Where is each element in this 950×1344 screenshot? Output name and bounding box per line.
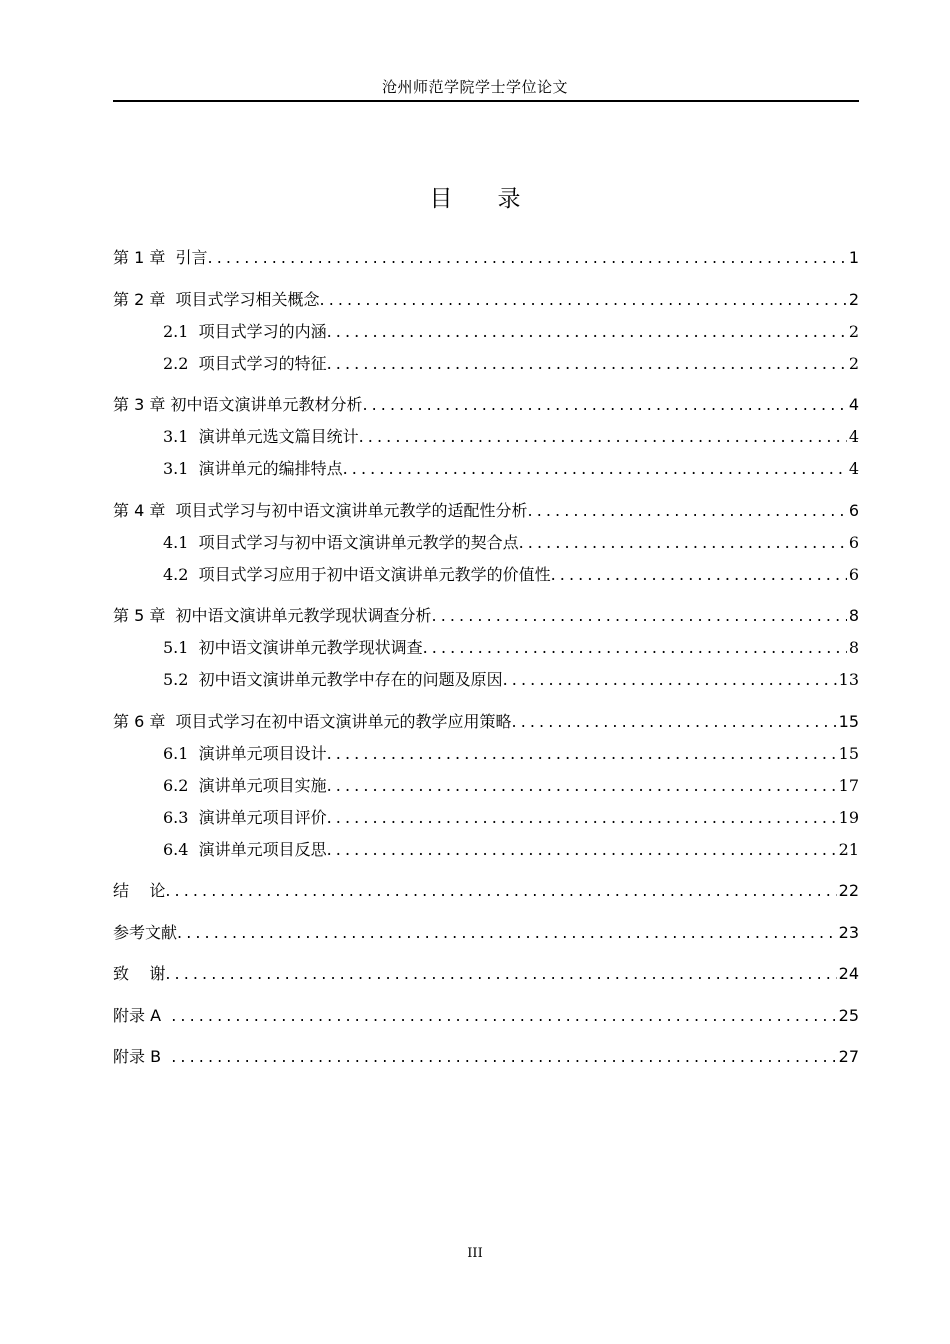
toc-entry-page: 4 <box>848 427 859 446</box>
toc-entry-page: 22 <box>838 881 859 900</box>
toc-entry-label: 3.1 演讲单元选文篇目统计 <box>163 427 359 446</box>
toc-leader-dots <box>359 427 847 447</box>
toc-entry-label: 第 6 章 项目式学习在初中语文演讲单元的教学应用策略 <box>113 712 512 731</box>
toc-entry-page: 1 <box>848 248 859 267</box>
toc-leader-dots <box>362 395 846 415</box>
toc-entry-label: 第 5 章 初中语文演讲单元教学现状调查分析 <box>113 606 432 625</box>
toc-entry[interactable] <box>113 919 859 943</box>
toc-entry-label: 4.1 项目式学习与初中语文演讲单元教学的契合点 <box>163 533 519 552</box>
toc-leader-dots <box>327 808 837 828</box>
toc-entry-label: 第 2 章 项目式学习相关概念 <box>113 290 320 309</box>
toc-leader-dots <box>327 840 837 860</box>
toc-entry-label: 5.1 初中语文演讲单元教学现状调查 <box>163 638 423 657</box>
toc-entry[interactable] <box>113 740 859 764</box>
toc-entry[interactable] <box>113 244 859 268</box>
toc-leader-dots <box>327 354 847 374</box>
toc-entry[interactable] <box>113 772 859 796</box>
toc-entry-page: 8 <box>848 638 859 657</box>
toc-entry-page: 24 <box>838 964 859 983</box>
toc-leader-dots <box>432 606 847 626</box>
toc-entry[interactable] <box>113 455 859 479</box>
toc-entry-label: 3.1 演讲单元的编排特点 <box>163 459 343 478</box>
toc-entry[interactable] <box>113 1002 859 1026</box>
toc-entry[interactable] <box>113 497 859 521</box>
toc-leader-dots <box>519 533 847 553</box>
toc-entry[interactable] <box>113 602 859 626</box>
toc-entry[interactable] <box>113 634 859 658</box>
toc-entry-label: 附录 A <box>113 1006 172 1025</box>
toc-entry-page: 23 <box>838 923 859 942</box>
toc-entry-page: 4 <box>848 395 859 414</box>
toc-entry[interactable] <box>113 804 859 828</box>
toc-leader-dots <box>208 248 847 268</box>
toc-entry-label: 2.2 项目式学习的特征 <box>163 354 327 373</box>
toc-leader-dots <box>343 459 847 479</box>
toc-leader-dots <box>171 1006 836 1026</box>
toc-entry[interactable] <box>113 877 859 901</box>
toc-entry[interactable] <box>113 529 859 553</box>
toc-entry-label: 2.1 项目式学习的内涵 <box>163 322 327 341</box>
toc-leader-dots <box>503 670 837 690</box>
toc-leader-dots <box>327 322 847 342</box>
toc-entry-page: 27 <box>838 1047 859 1066</box>
toc-leader-dots <box>551 565 847 585</box>
toc-entry-page: 2 <box>848 290 859 309</box>
toc-entry-label: 参考文献 <box>113 923 178 942</box>
toc-leader-dots <box>423 638 847 658</box>
toc-entry-label: 第 4 章 项目式学习与初中语文演讲单元教学的适配性分析 <box>113 501 528 520</box>
toc-leader-dots <box>320 290 847 310</box>
toc-leader-dots <box>512 712 837 732</box>
running-header: 沧州师范学院学士学位论文 <box>381 78 568 96</box>
toc-entry-page: 2 <box>848 354 859 373</box>
toc-entry-label: 6.4 演讲单元项目反思 <box>163 840 327 859</box>
toc-entry-page: 21 <box>838 840 859 859</box>
toc-entry-label: 6.3 演讲单元项目评价 <box>163 808 327 827</box>
toc-entry-label: 5.2 初中语文演讲单元教学中存在的问题及原因 <box>163 670 503 689</box>
toc-entry[interactable] <box>113 318 859 342</box>
toc-entry-label: 结 论 <box>113 881 166 900</box>
toc-entry[interactable] <box>113 708 859 732</box>
toc-leader-dots <box>327 776 837 796</box>
toc-entry-page: 6 <box>848 565 859 584</box>
toc-entry-page: 6 <box>848 501 859 520</box>
toc-entry[interactable] <box>113 666 859 690</box>
toc-leader-dots <box>165 964 836 984</box>
toc-leader-dots <box>177 923 837 943</box>
toc-entry-page: 17 <box>838 776 859 795</box>
toc-entry[interactable] <box>113 350 859 374</box>
toc-entry-label: 第 1 章 引言 <box>113 248 208 267</box>
toc-entry-page: 4 <box>848 459 859 478</box>
toc-entry-page: 25 <box>838 1006 859 1025</box>
toc-entry[interactable] <box>113 561 859 585</box>
toc-entry-label: 致 谢 <box>113 964 166 983</box>
toc-entry-label: 6.2 演讲单元项目实施 <box>163 776 327 795</box>
toc-entry-page: 19 <box>838 808 859 827</box>
toc-entry-page: 8 <box>848 606 859 625</box>
toc-entry-label: 6.1 演讲单元项目设计 <box>163 744 327 763</box>
toc-leader-dots <box>165 881 836 901</box>
toc-entry[interactable] <box>113 391 859 415</box>
page-number: III <box>467 1246 483 1261</box>
toc-leader-dots <box>528 501 847 521</box>
toc-entry-page: 13 <box>838 670 859 689</box>
toc-entry[interactable] <box>113 423 859 447</box>
toc-leader-dots <box>327 744 837 764</box>
header-rule <box>113 100 859 102</box>
toc-entry-page: 15 <box>838 744 859 763</box>
toc-entry[interactable] <box>113 960 859 984</box>
toc-entry-page: 15 <box>838 712 859 731</box>
toc-entry-page: 2 <box>848 322 859 341</box>
toc-entry-label: 4.2 项目式学习应用于初中语文演讲单元教学的价值性 <box>163 565 551 584</box>
toc-entry[interactable] <box>113 286 859 310</box>
page-title: 目录 <box>429 186 566 212</box>
toc-entry-label: 附录 B <box>113 1047 172 1066</box>
toc-entry[interactable] <box>113 836 859 860</box>
toc-entry[interactable] <box>113 1043 859 1067</box>
toc-entry-page: 6 <box>848 533 859 552</box>
toc-leader-dots <box>171 1047 836 1067</box>
toc-entry-label: 第 3 章 初中语文演讲单元教材分析 <box>113 395 363 414</box>
